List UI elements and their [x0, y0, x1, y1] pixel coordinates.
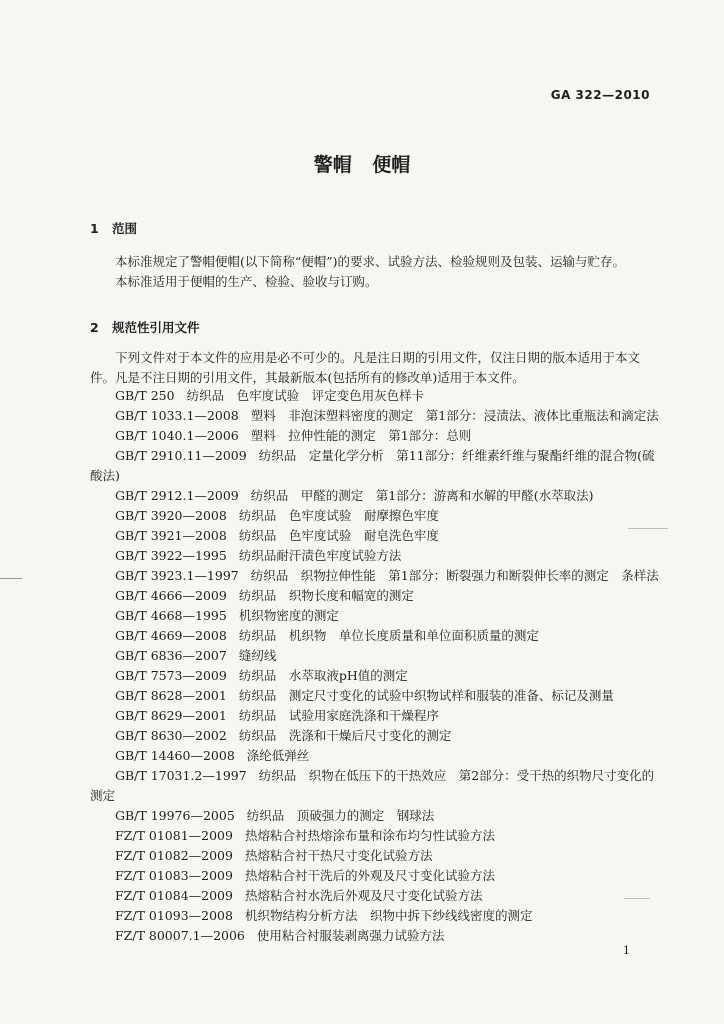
reference-code: GB/T 4668—1995 [115, 608, 227, 623]
reference-item [90, 486, 660, 506]
reference-code: GB/T 3920—2008 [115, 508, 227, 523]
scope-paragraph-1: 本标准规定了警帽便帽(以下简称“便帽”)的要求、试验方法、检验规则及包装、运输与贮存。 [115, 254, 626, 269]
reference-title: 涤纶低弹丝 [246, 748, 310, 763]
scan-artifact [624, 898, 650, 899]
reference-item [90, 906, 660, 926]
reference-code: GB/T 8629—2001 [115, 708, 227, 723]
reference-item [90, 806, 660, 826]
reference-item [90, 446, 660, 486]
reference-item [90, 606, 660, 626]
reference-list [90, 386, 660, 946]
reference-code: GB/T 14460—2008 [115, 748, 235, 763]
reference-item [90, 826, 660, 846]
reference-item [90, 586, 660, 606]
reference-title: 热熔粘合衬水洗后外观及尺寸变化试验方法 [244, 888, 483, 903]
reference-item [90, 766, 660, 806]
reference-item [90, 426, 660, 446]
section-1-number: 1 [90, 221, 99, 236]
reference-item [90, 746, 660, 766]
reference-code: GB/T 3922—1995 [115, 548, 227, 563]
reference-code: GB/T 3923.1—1997 [115, 568, 239, 583]
page-number: 1 [623, 944, 630, 957]
reference-code: GB/T 7573—2009 [115, 668, 227, 683]
reference-title: 纺织品 试验用家庭洗涤和干燥程序 [238, 708, 439, 723]
reference-item [90, 926, 660, 946]
reference-title: 机织物结构分析方法 织物中拆下纱线线密度的测定 [244, 908, 533, 923]
reference-title: 纺织品 色牢度试验 耐摩擦色牢度 [238, 508, 439, 523]
reference-title: 缝纫线 [238, 648, 277, 663]
reference-title: 纺织品 定量化学分析 第11部分：纤维素纤维与聚酯纤维的混合物(硫酸法) [90, 448, 655, 483]
reference-code: GB/T 4666—2009 [115, 588, 227, 603]
reference-item [90, 566, 660, 586]
reference-item [90, 686, 660, 706]
section-2-title: 规范性引用文件 [112, 320, 200, 335]
reference-code: GB/T 1033.1—2008 [115, 408, 239, 423]
reference-code: FZ/T 80007.1—2006 [115, 928, 245, 943]
reference-title: 热熔粘合衬热熔涂布量和涂布均匀性试验方法 [244, 828, 495, 843]
section-1-title: 范围 [112, 221, 138, 236]
reference-code: GB/T 6836—2007 [115, 648, 227, 663]
reference-code: FZ/T 01081—2009 [115, 828, 233, 843]
reference-item [90, 886, 660, 906]
reference-title: 使用粘合衬服装剥离强力试验方法 [256, 928, 445, 943]
reference-code: GB/T 2910.11—2009 [115, 448, 247, 463]
reference-item [90, 726, 660, 746]
scan-artifact [0, 578, 22, 579]
reference-code: GB/T 17031.2—1997 [115, 768, 247, 783]
document-title: 警帽 便帽 [313, 154, 411, 176]
reference-title: 纺织品耐汗渍色牢度试验方法 [238, 548, 402, 563]
references-intro: 下列文件对于本文件的应用是必不可少的。凡是注日期的引用文件，仅注日期的版本适用于本文件。凡是不注日期的引用文件，其最新版本(包括所有的修改单)适用于本文件。 [90, 350, 641, 385]
section-1-heading [90, 219, 137, 237]
reference-code: GB/T 4669—2008 [115, 628, 227, 643]
reference-title: 纺织品 洗涤和干燥后尺寸变化的测定 [238, 728, 452, 743]
reference-item [90, 866, 660, 886]
reference-item [90, 666, 660, 686]
reference-item [90, 706, 660, 726]
reference-title: 纺织品 机织物 单位长度质量和单位面积质量的测定 [238, 628, 539, 643]
section-2-heading [90, 318, 200, 336]
reference-item [90, 626, 660, 646]
reference-title: 塑料 非泡沫塑料密度的测定 第1部分：浸渍法、液体比重瓶法和滴定法 [250, 408, 659, 423]
reference-title: 纺织品 顶破强力的测定 钢球法 [246, 808, 435, 823]
reference-item [90, 406, 660, 426]
reference-title: 纺织品 织物在低压下的干热效应 第2部分：受干热的织物尺寸变化的测定 [90, 768, 655, 803]
reference-code: GB/T 19976—2005 [115, 808, 235, 823]
reference-title: 热熔粘合衬干洗后的外观及尺寸变化试验方法 [244, 868, 495, 883]
scope-paragraph-2: 本标准适用于便帽的生产、检验、验收与订购。 [115, 274, 378, 289]
reference-item [90, 546, 660, 566]
reference-code: GB/T 8628—2001 [115, 688, 227, 703]
reference-title: 纺织品 色牢度试验 评定变色用灰色样卡 [186, 388, 425, 403]
section-2-number: 2 [90, 320, 99, 335]
reference-title: 纺织品 色牢度试验 耐皂洗色牢度 [238, 528, 439, 543]
reference-title: 纺织品 甲醛的测定 第1部分：游离和水解的甲醛(水萃取法) [250, 488, 594, 503]
reference-title: 纺织品 测定尺寸变化的试验中织物试样和服装的准备、标记及测量 [238, 688, 614, 703]
reference-title: 纺织品 织物拉伸性能 第1部分：断裂强力和断裂伸长率的测定 条样法 [250, 568, 659, 583]
standard-code: GA 322—2010 [550, 88, 650, 102]
reference-title: 纺织品 水萃取液pH值的测定 [238, 668, 408, 683]
reference-code: FZ/T 01082—2009 [115, 848, 233, 863]
scan-artifact [628, 528, 668, 529]
reference-title: 机织物密度的测定 [238, 608, 339, 623]
reference-code: GB/T 250 [115, 388, 175, 403]
reference-title: 纺织品 织物长度和幅宽的测定 [238, 588, 414, 603]
reference-code: FZ/T 01083—2009 [115, 868, 233, 883]
reference-code: FZ/T 01093—2008 [115, 908, 233, 923]
reference-code: GB/T 8630—2002 [115, 728, 227, 743]
reference-item [90, 386, 660, 406]
reference-item [90, 506, 660, 526]
reference-item [90, 526, 660, 546]
reference-item [90, 846, 660, 866]
reference-item [90, 646, 660, 666]
reference-title: 热熔粘合衬干热尺寸变化试验方法 [244, 848, 433, 863]
reference-title: 塑料 拉伸性能的测定 第1部分：总则 [250, 428, 472, 443]
reference-code: GB/T 3921—2008 [115, 528, 227, 543]
reference-code: FZ/T 01084—2009 [115, 888, 233, 903]
reference-code: GB/T 2912.1—2009 [115, 488, 239, 503]
reference-code: GB/T 1040.1—2006 [115, 428, 239, 443]
